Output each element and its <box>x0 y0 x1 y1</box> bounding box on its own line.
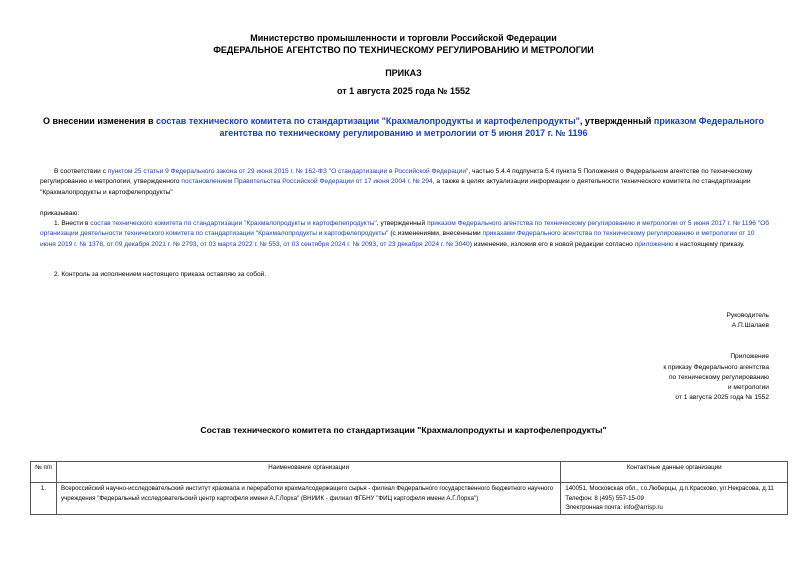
table-header-row <box>31 462 788 483</box>
item-text: , <box>376 240 380 248</box>
link-government-resolution[interactable]: постановлением Правительства Российской Федерации от 17 июня 2004 г. № 294 <box>181 178 433 186</box>
item-text: к настоящему приказу. <box>673 240 745 248</box>
item-text: , <box>103 240 107 248</box>
order-item-1 <box>40 219 770 250</box>
item-text: ) изменение, изложив его в новой редакции согласно <box>469 240 635 248</box>
link-order-553[interactable]: от 03 марта 2022 г. № 553 <box>200 240 280 248</box>
table-row <box>31 483 788 515</box>
document-date-number: от 1 августа 2025 года № 1552 <box>337 86 470 96</box>
order-word: приказываю: <box>40 210 80 217</box>
appendix-line: по техническому регулированию <box>668 374 769 381</box>
col-header-number: № п/п <box>31 462 57 483</box>
preamble-text: В соответствии с <box>54 168 108 175</box>
appendix-line: к приказу Федерального агентства <box>663 364 769 371</box>
ministry-name: Министерство промышленности и торговли Российской Федерации <box>250 33 557 43</box>
link-order-2793[interactable]: от 09 декабря 2021 г. № 2793 <box>106 240 197 248</box>
link-order-2093[interactable]: от 03 сентября 2024 г. № 2093 <box>283 240 377 248</box>
cell-number: 1. <box>31 483 57 515</box>
link-composition[interactable]: состав технического комитета по стандартизации "Крахмалопродукты и картофелепродукты" <box>90 220 377 227</box>
col-header-organization: Наименование организации <box>56 462 560 483</box>
subject-link-composition[interactable]: состав технического комитета по стандартизации "Крахмалопродукты и картофелепродукты" <box>155 116 580 126</box>
subject-text: О внесении изменения в <box>42 116 156 126</box>
composition-title: Состав технического комитета по стандартизации "Крахмалопродукты и картофелепродукты" <box>200 425 607 435</box>
document-subject <box>40 115 767 139</box>
item-text: (с изменениями, внесенными <box>388 230 483 238</box>
agency-name: ФЕДЕРАЛЬНОЕ АГЕНТСТВО ПО ТЕХНИЧЕСКОМУ РЕГУЛИРОВАНИЮ И МЕТРОЛОГИИ <box>213 45 594 55</box>
cell-contacts <box>561 483 788 515</box>
link-order-1378[interactable]: приказами Федерального агентства по техническому регулированию и метрологии от 10 июня 2019 г. № 1378 <box>40 230 755 248</box>
order-item-2: 2. Контроль за исполнением настоящего приказа оставляю за собой. <box>54 271 267 278</box>
signature-name: А.П.Шалаев <box>731 322 769 329</box>
col-header-contacts: Контактные данные организации <box>561 462 788 483</box>
link-federal-law[interactable]: пунктом 25 статьи 9 Федерального закона от 29 июня 2015 г. № 162-ФЗ "О стандартизации в Российской Федерации" <box>107 168 469 175</box>
contact-address: 140051, Московская обл., г.о.Люберцы, д.п.Красково, ул.Некрасова, д.11 <box>565 485 774 492</box>
preamble-text: , частью 5.4.4 подпункта 5.4 пункта 5 Положения о Федеральном агентстве по техническому регулированию и метрологии, утвержденного <box>40 168 753 186</box>
link-appendix[interactable]: приложению <box>634 240 674 248</box>
appendix-label: Приложение <box>730 353 769 360</box>
item-text: 1. Внести в <box>54 220 91 227</box>
document-type: ПРИКАЗ <box>385 68 422 78</box>
subject-link-order[interactable]: приказом Федерального агентства по техническому регулированию и метрологии от 5 июня 2017 г. № 1196 <box>219 116 765 138</box>
preamble-paragraph <box>40 167 770 198</box>
signature-position: Руководитель <box>726 312 769 319</box>
subject-text: , утвержденный <box>579 116 654 126</box>
link-order-3040[interactable]: от 23 декабря 2024 г. № 3040 <box>379 240 470 248</box>
cell-organization: Всероссийский научно-исследовательский институт крахмала и переработки крахмалсодержащего сырья - филиал Федерального государственного бюджетного научного учреждения "Федеральный исследовательский центр картофеля имени А.Г.Лорха" (ВНИИК - филиал ФГБНУ "ФИЦ картофеля имени А.Г.Лорха") <box>56 483 560 515</box>
organizations-table <box>30 461 788 515</box>
contact-phone: Телефон: 8 (495) 557-15-09 <box>565 494 644 502</box>
item-text: , утвержденный <box>376 220 428 227</box>
appendix-date: от 1 августа 2025 года № 1552 <box>675 394 769 401</box>
item-text: , <box>279 240 284 248</box>
appendix-line: и метрологии <box>727 384 769 391</box>
link-order-1196[interactable]: приказом Федерального агентства по техническому регулированию и метрологии от 5 июня 2017 г. № 1196 "Об организации деятельности технического комитета по стандартизации "Крахмалопродукты и картофелепродукты" <box>40 220 769 238</box>
item-text: , <box>196 240 201 248</box>
contact-email: Электронная почта: info@arrisp.ru <box>565 504 663 511</box>
preamble-text: , а также в целях актуализации информации о деятельности технического комитета по стандартизации "Крахмалопродукты и картофелепродукты" <box>40 178 751 196</box>
